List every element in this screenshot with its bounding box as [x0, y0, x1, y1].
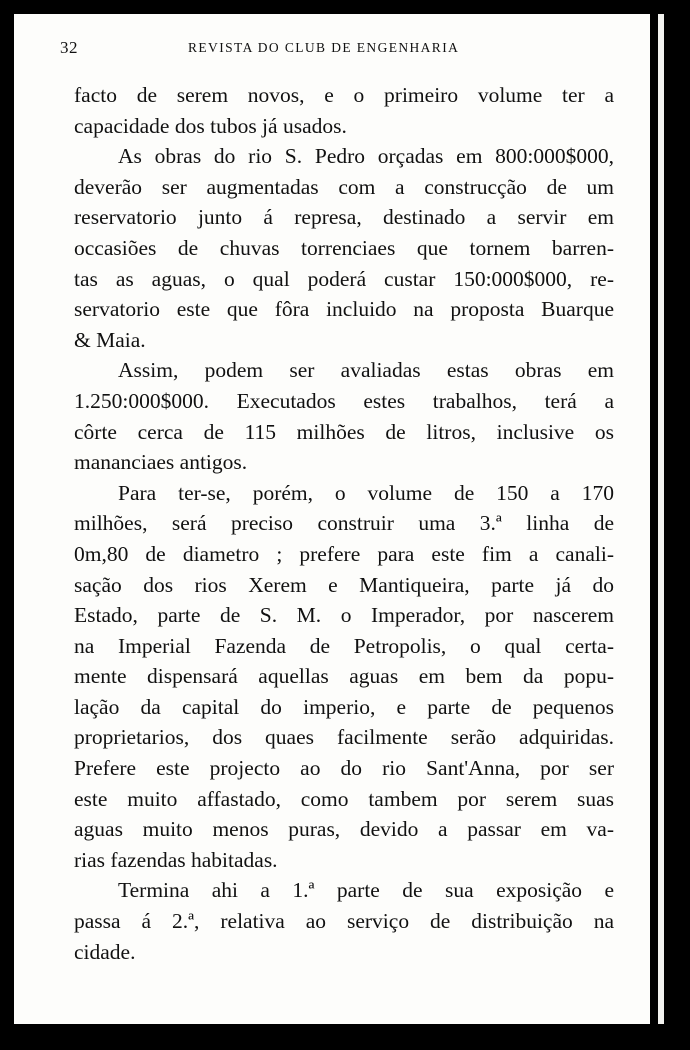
text-line: Prefere este projecto ao do rio Sant'Anna, por ser	[74, 756, 614, 781]
text-line: cidade.	[74, 939, 136, 964]
text-line: Estado, parte de S. M. o Imperador, por nascerem	[74, 603, 614, 628]
paragraph	[74, 478, 614, 876]
text-line: sação dos rios Xerem e Mantiqueira, parte já do	[74, 572, 614, 597]
text-line: este muito affastado, como tambem por serem suas	[74, 786, 614, 811]
text-line: lação da capital do imperio, e parte de pequenos	[74, 694, 614, 719]
text-line: reservatorio junto á represa, destinado a servir em	[74, 205, 614, 230]
text-line: tas as aguas, o qual poderá custar 150:000$000, re-	[74, 266, 614, 291]
text-line: deverão ser augmentadas com a construcção de um	[74, 174, 614, 199]
text-line: proprietarios, dos quaes facilmente serão adquiridas.	[74, 725, 614, 750]
paragraph	[74, 875, 614, 967]
text-line: mananciaes antigos.	[74, 450, 248, 475]
paragraph	[74, 80, 614, 141]
text-line: capacidade dos tubos já usados.	[74, 113, 347, 138]
text-line: & Maia.	[74, 327, 146, 352]
running-head	[60, 38, 620, 62]
text-line: Assim, podem ser avaliadas estas obras em	[118, 358, 614, 383]
text-line: servatorio este que fôra incluido na proposta Buarque	[74, 297, 614, 322]
text-line: rias fazendas habitadas.	[74, 847, 278, 872]
journal-title: REVISTA DO CLUB DE ENGENHARIA	[188, 40, 460, 55]
text-line: aguas muito menos puras, devido a passar em va-	[74, 817, 614, 842]
text-line: na Imperial Fazenda de Petropolis, o qual certa-	[74, 633, 614, 658]
body-text	[74, 80, 614, 967]
text-line: passa á 2.ª, relativa ao serviço de distribuição na	[74, 909, 614, 934]
text-line: Termina ahi a 1.ª parte de sua exposição e	[118, 878, 614, 903]
text-line: 1.250:000$000. Executados estes trabalhos, terá a	[74, 388, 614, 413]
text-line: côrte cerca de 115 milhões de litros, inclusive os	[74, 419, 614, 444]
text-line: As obras do rio S. Pedro orçadas em 800:000$000,	[118, 144, 614, 169]
text-line: mente dispensará aquellas aguas em bem da popu-	[74, 664, 614, 689]
text-line: Para ter-se, porém, o volume de 150 a 170	[118, 480, 614, 505]
page-edge-strip	[658, 14, 664, 1024]
paragraph	[74, 141, 614, 355]
text-line: milhões, será preciso construir uma 3.ª linha de	[74, 511, 614, 536]
paragraph	[74, 355, 614, 477]
text-line: 0m,80 de diametro ; prefere para este fim a canali-	[74, 541, 614, 566]
text-line: occasiões de chuvas torrenciaes que tornem barren-	[74, 235, 614, 260]
page-number: 32	[60, 38, 78, 57]
text-line: facto de serem novos, e o primeiro volume ter a	[74, 83, 614, 107]
